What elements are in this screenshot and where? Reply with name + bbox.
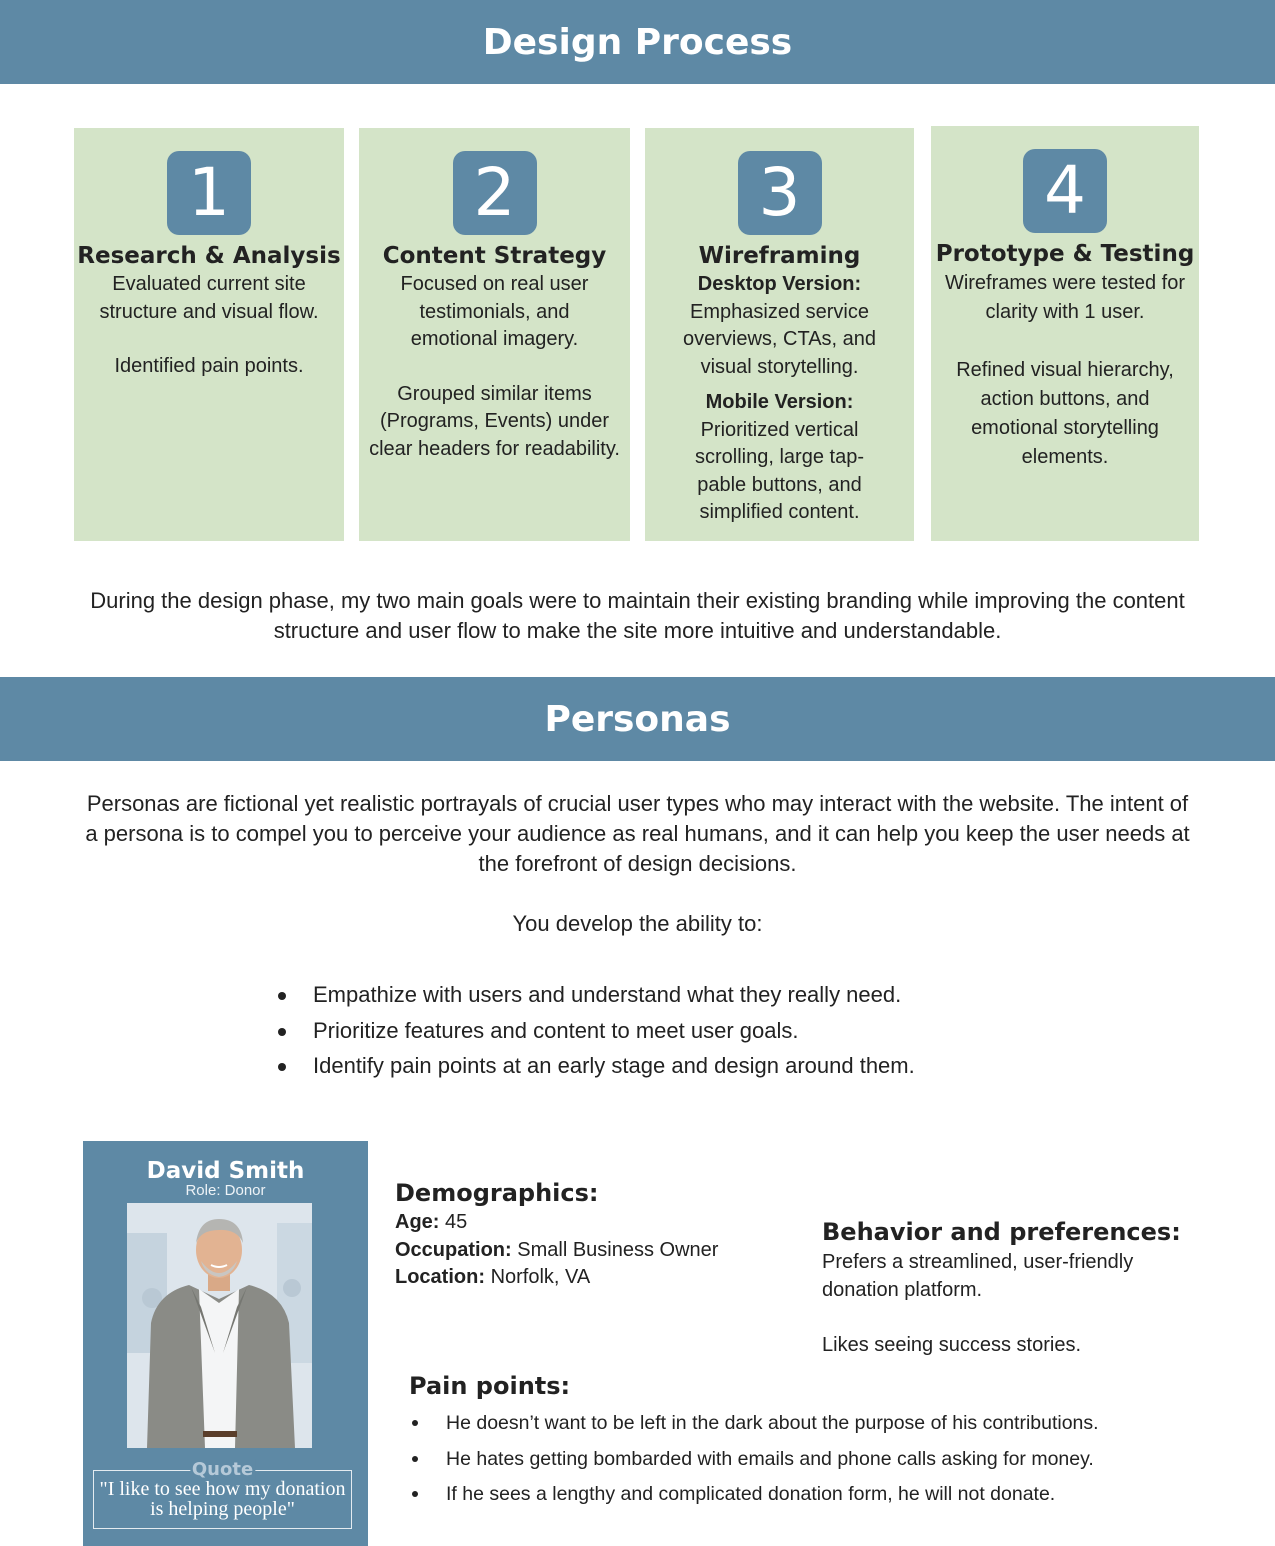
step-number-badge: 1 <box>167 151 251 235</box>
list-item: He hates getting bombarded with emails and phone calls asking for money. <box>410 1444 1099 1480</box>
step-text: Wireframes were tested for clarity with 1 user. <box>944 272 1186 323</box>
behavior-heading: Behavior and preferences: <box>822 1218 1181 1246</box>
personas-intro: Personas are fictional yet realistic portrayals of crucial user types who may interact with the website. The intent of a persona is to compel you to perceive your audience as real humans, and it can help you keep the user needs at the forefront of design decisions. <box>85 791 1190 876</box>
demographic-occupation: Occupation: Small Business Owner <box>395 1238 719 1261</box>
step-text: Identified pain points. <box>114 355 304 377</box>
step-text: Focused on real user testimonials, and emotional imagery. <box>400 273 589 350</box>
personas-banner <box>0 677 1275 761</box>
step-title: Research & Analysis <box>77 243 341 269</box>
abilities-list <box>275 980 915 1087</box>
step-title: Prototype & Testing <box>935 241 1195 267</box>
design-process-title: Design Process <box>482 21 793 63</box>
step-title: Wireframing <box>698 243 861 269</box>
personas-title: Personas <box>544 698 731 740</box>
persona-name: David Smith <box>146 1158 305 1184</box>
step-title: Content Strategy <box>382 243 607 269</box>
step-text: Evaluated current site structure and visual flow. <box>99 273 319 323</box>
mobile-version-label: Mobile Version: <box>705 391 854 413</box>
persona-photo <box>127 1203 312 1448</box>
location-label: Location <box>395 1266 479 1288</box>
demographics-details <box>395 1209 718 1292</box>
persona-photo-illustration <box>127 1203 312 1448</box>
age-label: Age <box>395 1211 433 1233</box>
step-card-wireframing <box>645 128 914 541</box>
desktop-version-label: Desktop Version: <box>697 273 862 295</box>
persona-card <box>83 1141 368 1546</box>
list-item: Identify pain points at an early stage and design around them. <box>275 1051 915 1087</box>
step-card-prototype-testing <box>931 126 1199 541</box>
step-number-badge: 3 <box>738 151 822 235</box>
quote-box <box>93 1459 352 1529</box>
list-item: He doesn’t want to be left in the dark about the purpose of his contributions. <box>410 1408 1099 1444</box>
step-text: Grouped similar items (Programs, Events) under clear headers for readability. <box>369 382 620 460</box>
occupation-label: Occupation <box>395 1238 506 1261</box>
step-card-research <box>74 128 344 541</box>
step-text: Refined visual hierarchy, action buttons, and emotional storytelling elements. <box>956 359 1174 468</box>
design-summary: During the design phase, my two main goals were to maintain their existing branding while improving the content structure and user flow to make the site more intuitive and understandable. <box>90 588 1185 643</box>
behavior-details <box>822 1249 1182 1359</box>
ability-lead: You develop the ability to: <box>512 911 763 936</box>
list-item: Empathize with users and understand what they really need. <box>275 980 915 1016</box>
step-card-content-strategy <box>359 128 630 541</box>
quote-label: Quote <box>191 1459 254 1480</box>
demographic-age: Age: 45 <box>395 1211 468 1233</box>
persona-quote: "I like to see how my donation is helping people" <box>99 1478 346 1520</box>
age-value: 45 <box>445 1211 468 1233</box>
persona-role: Role: Donor <box>185 1182 266 1199</box>
design-process-banner <box>0 0 1275 84</box>
demographic-location: Location: Norfolk, VA <box>395 1266 591 1288</box>
step-number-badge: 4 <box>1023 149 1107 233</box>
mobile-version-text: Prioritized vertical scrolling, large tap-pable buttons, and simplified content. <box>695 418 864 523</box>
pain-points-heading: Pain points: <box>409 1372 571 1400</box>
desktop-version-text: Emphasized service overviews, CTAs, and visual storytelling. <box>682 300 877 378</box>
step-number-badge: 2 <box>453 151 537 235</box>
behavior-line: Prefers a streamlined, user-friendly donation platform. <box>822 1251 1134 1301</box>
behavior-line: Likes seeing success stories. <box>822 1333 1082 1356</box>
demographics-heading: Demographics: <box>395 1179 599 1207</box>
location-value: Norfolk, VA <box>490 1266 591 1288</box>
occupation-value: Small Business Owner <box>517 1238 719 1261</box>
list-item: Prioritize features and content to meet user goals. <box>275 1016 915 1052</box>
list-item: If he sees a lengthy and complicated donation form, he will not donate. <box>410 1479 1099 1515</box>
pain-points-list <box>410 1408 1099 1515</box>
